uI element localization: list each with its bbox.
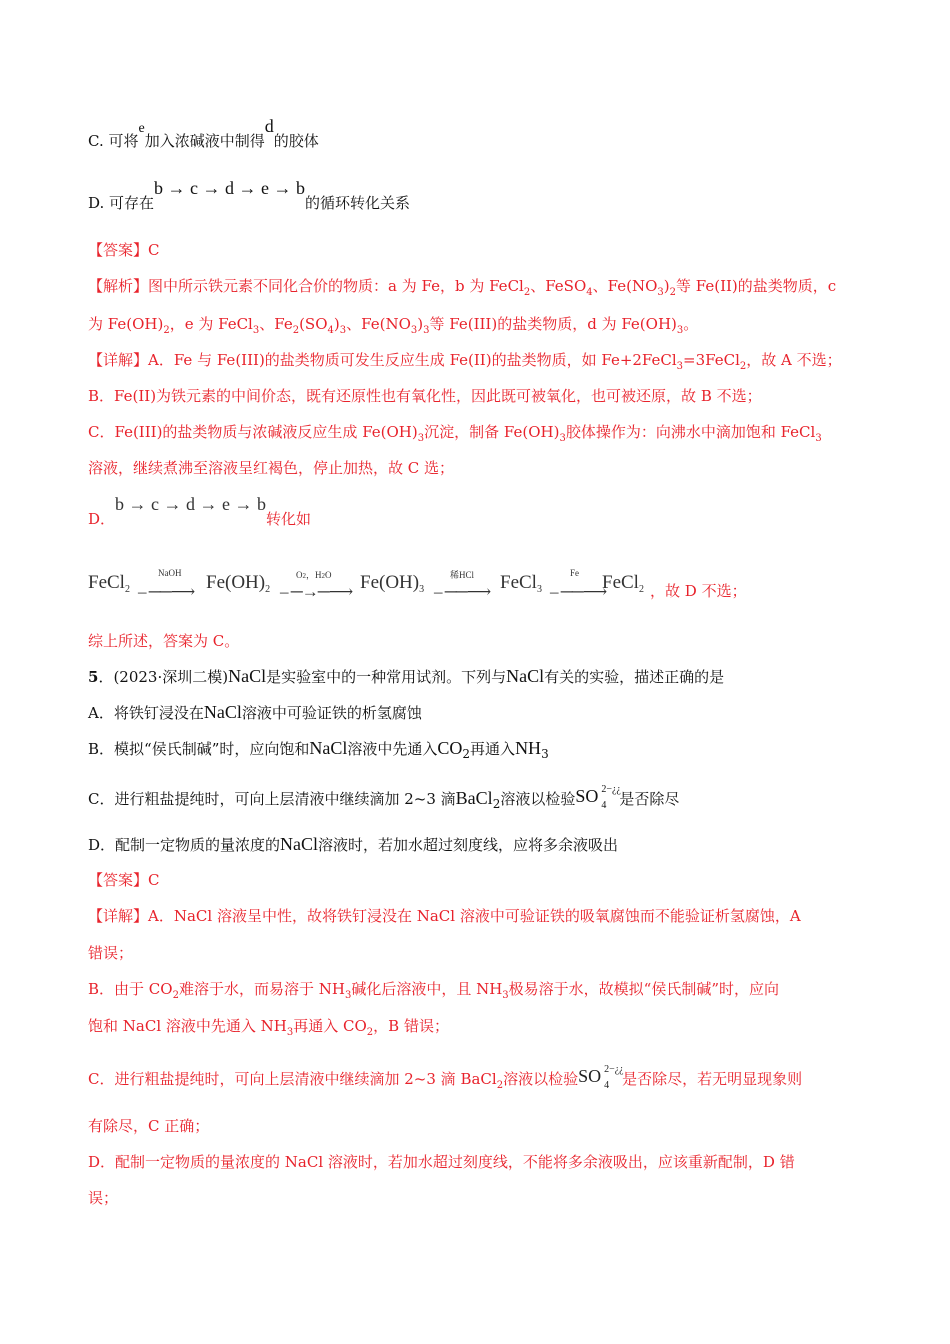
q4-detail-a: 【详解】A．Fe 与 Fe(III)的盐类物质可发生反应生成 Fe(II)的盐类物质，如 Fe+2FeCl$_3$=3FeCl$_2$，故 A 不选； [88,351,842,372]
q4-detail-b: B．Fe(II)为铁元素的中间价态，既有还原性也有氧化性，因此既可被氧化，也可被还原，故 B 不选； [88,387,762,405]
q4-detail-d: D．b → c → d → e → b转化如 [88,494,312,528]
q5-option-c: C．进行粗盐提纯时，可向上层清液中继续滴加 2~3 滴BaCl$_2$溶液以检验 SO 2−¿¿ 4 是否除尽 [88,784,680,811]
cycle-formula-2: b → c → d → e → b [115,494,267,514]
chain-node-fecl2: FeCl$_2$ [88,572,130,595]
chain-node-feoh2: $Fe(OH)_2$ [206,572,271,595]
option-c: C. 可将e加入浓碱液中制得d的胶体 [88,116,319,150]
option-d: D. 可存在b → c → d → e → b的循环转化关系 [88,178,411,212]
var-e: e [138,121,145,136]
chain-tail: ，故 D 不选； [650,582,747,600]
q5-option-d: D．配制一定物质的量浓度的NaCl溶液时，若加水超过刻度线，应将多余液吸出 [88,834,619,854]
q4-summary: 综上所述，答案为 C。 [88,632,240,650]
q5-detail-d-line2: 误； [88,1189,119,1207]
sulfate-ion: SO 2−¿¿ 4 [575,784,621,811]
chain-node-fecl3: FeCl$_3$ [500,572,542,595]
q4-detail-c-line1: C．Fe(III)的盐类物质与浓碱液反应生成 $Fe(OH)_3$沉淀，制备 $Fe(OH)_3$胶体操作为：向沸水中滴加饱和 FeCl$_3$ [88,423,822,444]
q5-detail-a-line1: 【详解】A．NaCl 溶液呈中性，故将铁钉浸没在 NaCl 溶液中可验证铁的吸氧腐蚀而不能验证析氢腐蚀，A [88,907,801,925]
chain-node-fecl2-end: FeCl$_2$ [602,572,644,595]
cycle-formula: b → c → d → e → b [154,178,306,198]
chain-arrow-hcl: 稀HCl – ──⟶ [434,570,491,601]
q4-analysis-line1: 【解析】图中所示铁元素不同化合价的物质：a 为 Fe，b 为 FeCl$_2$、FeSO$_4$、$Fe(NO_3)_2$等 Fe(II)的盐类物质，c [88,277,837,298]
chain-node-feoh3: $Fe(OH)_3$ [360,572,425,595]
q4-detail-c-line2: 溶液，继续煮沸至溶液呈红褐色，停止加热，故 C 选； [88,459,455,477]
chain-arrow-fe: Fe – ──⟶ [550,568,607,601]
q5-option-b: B．模拟“侯氏制碱”时，应向饱和NaCl溶液中先通入$CO_2$再通入$NH_3$ [88,738,549,761]
q5-detail-a-line2: 错误； [88,944,134,962]
q4-analysis-line2: 为 $Fe(OH)_2$，e 为 FeCl$_3$、$Fe_2(SO_4)_3$、$Fe(NO_3)_3$等 Fe(III)的盐类物质，d 为 $Fe(OH)_3$。 [88,315,699,336]
q5-answer: 【答案】C [88,871,160,889]
q5-stem: 5．(2023·深圳二模)NaCl是实验室中的一种常用试剂。下列与NaCl有关的实验，描述正确的是 [88,666,725,686]
sulfate-ion-2: SO 2−¿¿ 4 [578,1064,624,1091]
q5-detail-d-line1: D．配制一定物质的量浓度的 NaCl 溶液时，若加水超过刻度线，不能将多余液吸出，应该重新配制，D 错 [88,1153,795,1171]
q5-detail-b-line1: B．由于 $CO_2$难溶于水，而易溶于 $NH_3$碱化后溶液中，且 $NH_3$极易溶于水，故模拟“侯氏制碱”时，应向 [88,980,780,1001]
chain-arrow-naoh: NaOH – ──⟶ [138,568,195,601]
reaction-chain [88,568,868,602]
q5-detail-b-line2: 饱和 NaCl 溶液中先通入 $NH_3$再通入 $CO_2$，B 错误； [88,1017,449,1038]
q5-detail-c-line1: C．进行粗盐提纯时，可向上层清液中继续滴加 2~3 滴 BaCl$_2$溶液以检验 SO 2−¿¿ 4 是否除尽，若无明显现象则 [88,1064,803,1091]
q5-detail-c-line2: 有除尽，C 正确； [88,1117,210,1135]
q4-answer: 【答案】C [88,241,160,259]
chain-arrow-o2-h2o: O2，H2O – ─→─⟶ [280,570,353,601]
q5-option-a: A．将铁钉浸没在NaCl溶液中可验证铁的析氢腐蚀 [88,702,422,722]
var-d: d [264,116,274,136]
